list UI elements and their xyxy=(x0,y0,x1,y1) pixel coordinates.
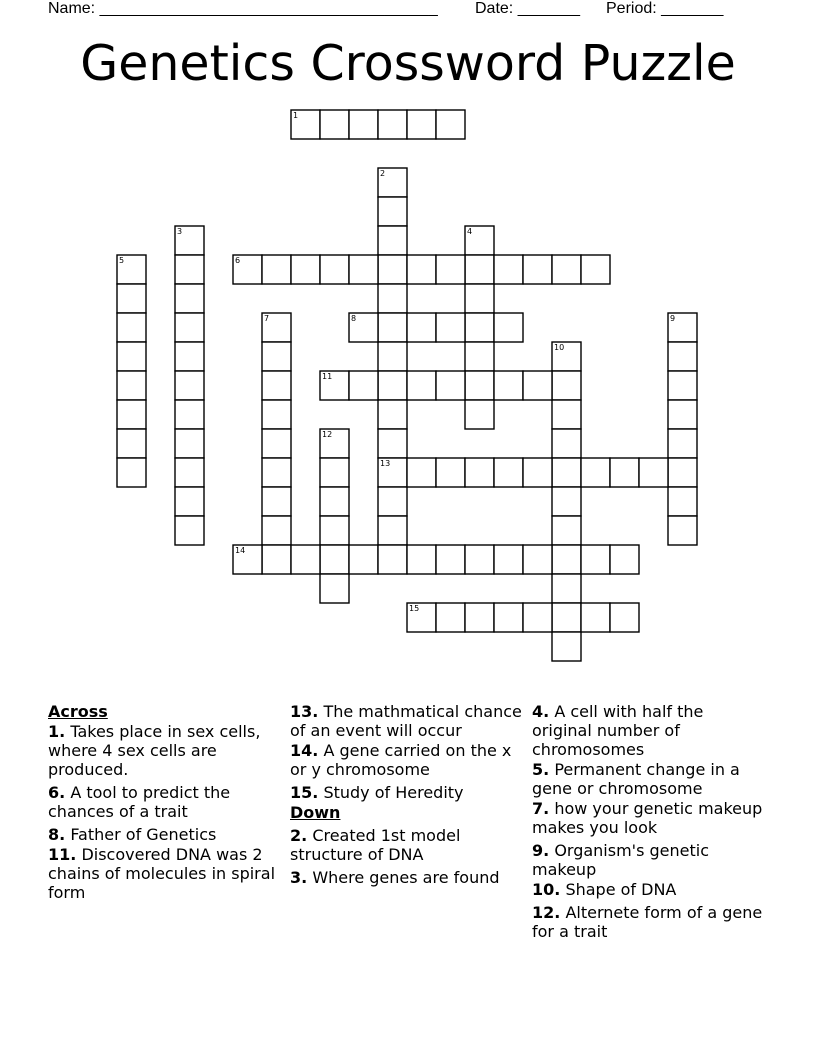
grid-cell[interactable] xyxy=(320,516,349,545)
grid-cell[interactable] xyxy=(378,255,407,284)
grid-cell[interactable] xyxy=(175,487,204,516)
clue-number-6: 6 xyxy=(235,256,241,265)
grid-cell[interactable] xyxy=(436,545,465,574)
page-title: Genetics Crossword Puzzle xyxy=(80,35,736,92)
grid-cell[interactable] xyxy=(378,371,407,400)
clue-number-12: 12 xyxy=(322,430,333,439)
grid-cell[interactable] xyxy=(407,255,436,284)
clue-across-1: 1. Takes place in sex cells, where 4 sex cells are produced. xyxy=(48,722,261,779)
grid-cell[interactable] xyxy=(581,458,610,487)
grid-cell[interactable] xyxy=(262,342,291,371)
down-heading: Down xyxy=(290,803,341,822)
grid-cell[interactable] xyxy=(668,458,697,487)
grid-cell[interactable] xyxy=(262,255,291,284)
grid-cell[interactable] xyxy=(465,313,494,342)
grid-cell[interactable] xyxy=(262,400,291,429)
grid-cell[interactable] xyxy=(291,545,320,574)
period-field[interactable]: Period: _______ xyxy=(606,0,724,17)
grid-cell[interactable] xyxy=(494,603,523,632)
grid-cell[interactable] xyxy=(436,603,465,632)
grid-cell[interactable] xyxy=(117,313,146,342)
grid-cell[interactable] xyxy=(378,342,407,371)
clue-down-5: 5. Permanent change in a gene or chromosome xyxy=(532,760,740,798)
clues-column-3 xyxy=(532,702,764,945)
clue-number-7: 7 xyxy=(264,314,270,323)
grid-cell[interactable] xyxy=(668,400,697,429)
clue-number-8: 8 xyxy=(351,314,357,323)
grid-cell[interactable] xyxy=(436,110,465,139)
grid-cell[interactable] xyxy=(378,487,407,516)
grid-cell[interactable] xyxy=(465,458,494,487)
grid-cell[interactable] xyxy=(436,255,465,284)
grid-cell[interactable] xyxy=(610,458,639,487)
grid-cell[interactable] xyxy=(117,458,146,487)
across-heading: Across xyxy=(48,702,108,721)
clue-across-14: 14. A gene carried on the x or y chromosome xyxy=(290,741,512,779)
grid-cell[interactable] xyxy=(320,458,349,487)
grid-cell[interactable] xyxy=(407,110,436,139)
grid-cell[interactable] xyxy=(668,342,697,371)
grid-cell[interactable] xyxy=(523,545,552,574)
clue-number-5: 5 xyxy=(119,256,125,265)
grid-cell[interactable] xyxy=(552,545,581,574)
grid-cell[interactable] xyxy=(494,545,523,574)
grid-cell[interactable] xyxy=(581,545,610,574)
grid-cell[interactable] xyxy=(436,313,465,342)
grid-cell[interactable] xyxy=(494,458,523,487)
grid-cell[interactable] xyxy=(378,429,407,458)
grid-cell[interactable] xyxy=(552,603,581,632)
grid-cell[interactable] xyxy=(668,487,697,516)
grid-cell[interactable] xyxy=(175,400,204,429)
grid-cell[interactable] xyxy=(175,313,204,342)
grid-cell[interactable] xyxy=(407,458,436,487)
clue-down-9: 9. Organism's genetic makeup xyxy=(532,841,709,879)
clues-column-2 xyxy=(290,702,522,891)
clue-number-1: 1 xyxy=(293,111,299,120)
grid-cell[interactable] xyxy=(175,516,204,545)
grid-cell[interactable] xyxy=(175,429,204,458)
grid-cell[interactable] xyxy=(262,545,291,574)
name-field[interactable]: Name: ______________________________________ xyxy=(48,0,438,17)
grid-cell[interactable] xyxy=(494,313,523,342)
grid-cell[interactable] xyxy=(436,371,465,400)
grid-cell[interactable] xyxy=(117,400,146,429)
grid-cell[interactable] xyxy=(175,458,204,487)
grid-cell[interactable] xyxy=(465,603,494,632)
clue-across-11: 11. Discovered DNA was 2 chains of molecules in spiral form xyxy=(48,845,276,902)
grid-cell[interactable] xyxy=(117,429,146,458)
grid-cell[interactable] xyxy=(523,255,552,284)
grid-cell[interactable] xyxy=(407,545,436,574)
grid-cell[interactable] xyxy=(320,487,349,516)
grid-cell[interactable] xyxy=(523,603,552,632)
grid-cell[interactable] xyxy=(552,487,581,516)
grid-cell[interactable] xyxy=(552,632,581,661)
grid-cell[interactable] xyxy=(668,371,697,400)
grid-cell[interactable] xyxy=(378,400,407,429)
clue-across-8: 8. Father of Genetics xyxy=(48,825,217,844)
clue-number-10: 10 xyxy=(554,343,565,352)
clue-across-13: 13. The mathmatical chance of an event will occur xyxy=(290,702,522,740)
grid-cell[interactable] xyxy=(349,255,378,284)
grid-cell[interactable] xyxy=(378,110,407,139)
clue-number-11: 11 xyxy=(322,372,333,381)
grid-cell[interactable] xyxy=(552,516,581,545)
grid-cell[interactable] xyxy=(262,429,291,458)
grid-cell[interactable] xyxy=(494,371,523,400)
grid-cell[interactable] xyxy=(117,371,146,400)
grid-cell[interactable] xyxy=(581,603,610,632)
grid-cell[interactable] xyxy=(494,255,523,284)
clue-number-2: 2 xyxy=(380,169,386,178)
grid-cell[interactable] xyxy=(639,458,668,487)
clue-across-15: 15. Study of Heredity xyxy=(290,783,464,802)
grid-cell[interactable] xyxy=(610,603,639,632)
grid-cell[interactable] xyxy=(378,284,407,313)
grid-cell[interactable] xyxy=(378,197,407,226)
grid-cell[interactable] xyxy=(175,371,204,400)
grid-cell[interactable] xyxy=(262,458,291,487)
grid-cell[interactable] xyxy=(465,545,494,574)
grid-cell[interactable] xyxy=(668,516,697,545)
grid-cell[interactable] xyxy=(117,284,146,313)
grid-cell[interactable] xyxy=(349,371,378,400)
grid-cell[interactable] xyxy=(320,545,349,574)
grid-cell[interactable] xyxy=(407,313,436,342)
grid-cell[interactable] xyxy=(465,342,494,371)
grid-cell[interactable] xyxy=(349,545,378,574)
grid-cell[interactable] xyxy=(552,429,581,458)
grid-cell[interactable] xyxy=(378,545,407,574)
grid-cell[interactable] xyxy=(552,371,581,400)
date-field[interactable]: Date: _______ xyxy=(475,0,580,17)
grid-cell[interactable] xyxy=(378,516,407,545)
grid-cell[interactable] xyxy=(320,574,349,603)
clue-down-4: 4. A cell with half the original number of chromosomes xyxy=(532,702,704,759)
clue-down-2: 2. Created 1st model structure of DNA xyxy=(290,826,461,864)
grid-cell[interactable] xyxy=(465,400,494,429)
clue-number-14: 14 xyxy=(235,546,246,555)
clue-number-4: 4 xyxy=(467,227,473,236)
grid-cell[interactable] xyxy=(436,458,465,487)
clue-down-10: 10. Shape of DNA xyxy=(532,880,677,899)
grid-cell[interactable] xyxy=(262,487,291,516)
grid-cell[interactable] xyxy=(552,574,581,603)
grid-cell[interactable] xyxy=(262,371,291,400)
grid-cell[interactable] xyxy=(465,255,494,284)
grid-cell[interactable] xyxy=(175,284,204,313)
grid-cell[interactable] xyxy=(552,400,581,429)
grid-cell[interactable] xyxy=(552,255,581,284)
clue-down-3: 3. Where genes are found xyxy=(290,868,500,887)
grid-cell[interactable] xyxy=(262,516,291,545)
grid-cell[interactable] xyxy=(175,255,204,284)
grid-cell[interactable] xyxy=(407,371,436,400)
grid-cell[interactable] xyxy=(610,545,639,574)
clue-down-7: 7. how your genetic makeup makes you look xyxy=(532,799,763,837)
grid-cell[interactable] xyxy=(378,313,407,342)
grid-cell[interactable] xyxy=(291,255,320,284)
grid-cell[interactable] xyxy=(320,255,349,284)
grid-cell[interactable] xyxy=(465,371,494,400)
grid-cell[interactable] xyxy=(668,429,697,458)
grid-cell[interactable] xyxy=(349,110,378,139)
grid-cell[interactable] xyxy=(523,458,552,487)
clues-column-1 xyxy=(48,702,280,906)
grid-cell[interactable] xyxy=(523,371,552,400)
grid-cell[interactable] xyxy=(378,226,407,255)
clue-down-12: 12. Alternete form of a gene for a trait xyxy=(532,903,763,941)
grid-cell[interactable] xyxy=(117,342,146,371)
clue-across-6: 6. A tool to predict the chances of a trait xyxy=(48,783,231,821)
clue-number-9: 9 xyxy=(670,314,676,323)
grid-cell[interactable] xyxy=(465,284,494,313)
clue-number-3: 3 xyxy=(177,227,183,236)
clue-number-15: 15 xyxy=(409,604,420,613)
grid-cell[interactable] xyxy=(175,342,204,371)
grid-cell[interactable] xyxy=(581,255,610,284)
grid-cell[interactable] xyxy=(552,458,581,487)
clue-number-13: 13 xyxy=(380,459,391,468)
grid-cell[interactable] xyxy=(320,110,349,139)
